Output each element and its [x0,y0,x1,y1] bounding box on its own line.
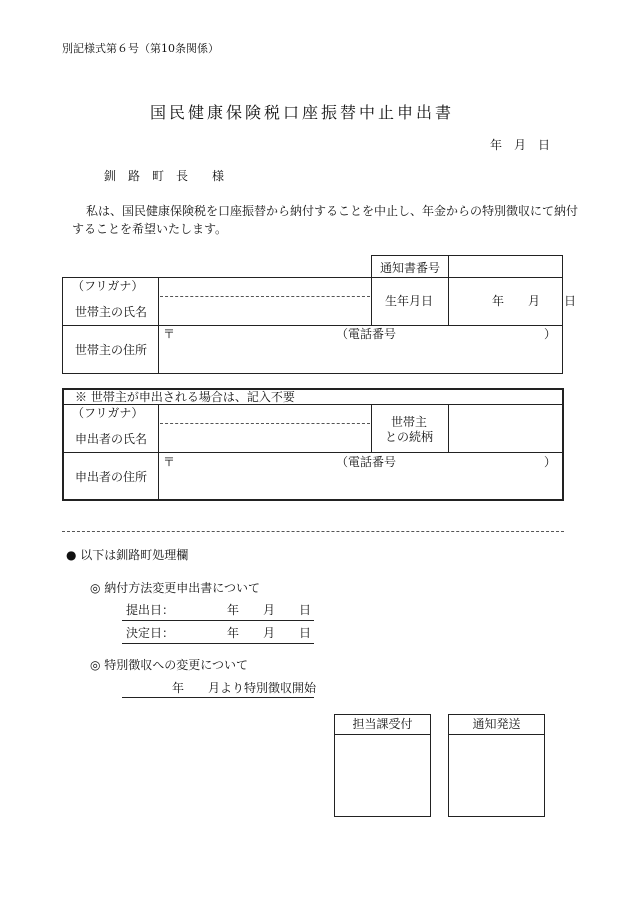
applicant-note: ※ 世帯主が申出される場合は、記入不要 [75,390,295,404]
applicant-address-label: 申出者の住所 [75,470,148,484]
applicant-postal-mark: 〒 [163,455,176,469]
applicant-name-label: 申出者の氏名 [75,432,148,446]
stamp-box-reception-label: 担当課受付 [352,717,413,731]
applicant-name-field[interactable] [161,425,368,450]
applicant-phone-close: ） [544,455,557,469]
office-sub1-title: ◎ 納付方法変更申出書について [90,581,261,595]
submitted-date: 年 月 日 [227,603,312,617]
head-address-field[interactable] [161,342,559,371]
office-section-title: ● 以下は釧路町処理欄 [66,548,189,562]
postal-mark: 〒 [163,327,176,341]
birthdate-value[interactable]: 年 月 日 [492,294,577,308]
head-address-label: 世帯主の住所 [75,343,148,357]
start-underline [122,697,314,698]
addressee: 釧 路 町 長 様 [104,169,225,183]
submitted-label: 提出日： [126,603,175,617]
body-text-line-1: 私は、国民健康保険税を口座振替から納付することを中止し、年金からの特別徴収にて納付 [86,204,579,218]
birthdate-label: 生年月日 [385,294,434,308]
decided-label: 決定日： [126,626,175,640]
head-name-label: 世帯主の氏名 [75,305,148,319]
body-text-line-2: することを希望いたします。 [72,222,228,236]
phone-close: ） [544,327,557,341]
head-furigana-field[interactable] [161,279,368,295]
section-divider [62,531,564,532]
date-line: 年 月 日 [490,138,551,152]
applicant-furigana-field[interactable] [161,406,368,422]
relation-field[interactable] [451,406,561,450]
relation-label-1: 世帯主 [391,415,428,429]
submitted-underline [122,620,314,621]
decided-date: 年 月 日 [227,626,312,640]
relation-label-2: との続柄 [385,430,434,444]
notice-number-field[interactable] [450,257,560,276]
form-reference: 別記様式第６号（第10条関係） [62,42,219,55]
notice-number-label: 通知書番号 [380,261,441,275]
start-text: 年 月より特別徴収開始 [172,681,317,695]
applicant-furigana-label: （フリガナ） [72,406,144,420]
head-name-field[interactable] [161,298,368,323]
page-title: 国民健康保険税口座振替中止申出書 [150,103,455,122]
decided-underline [122,643,314,644]
furigana-label: （フリガナ） [72,279,144,293]
applicant-phone-label: （電話番号 [336,455,397,469]
phone-label: （電話番号 [336,327,397,341]
stamp-box-notice-label: 通知発送 [472,717,521,731]
applicant-address-field[interactable] [161,469,559,498]
office-sub2-title: ◎ 特別徴収への変更について [90,658,249,672]
